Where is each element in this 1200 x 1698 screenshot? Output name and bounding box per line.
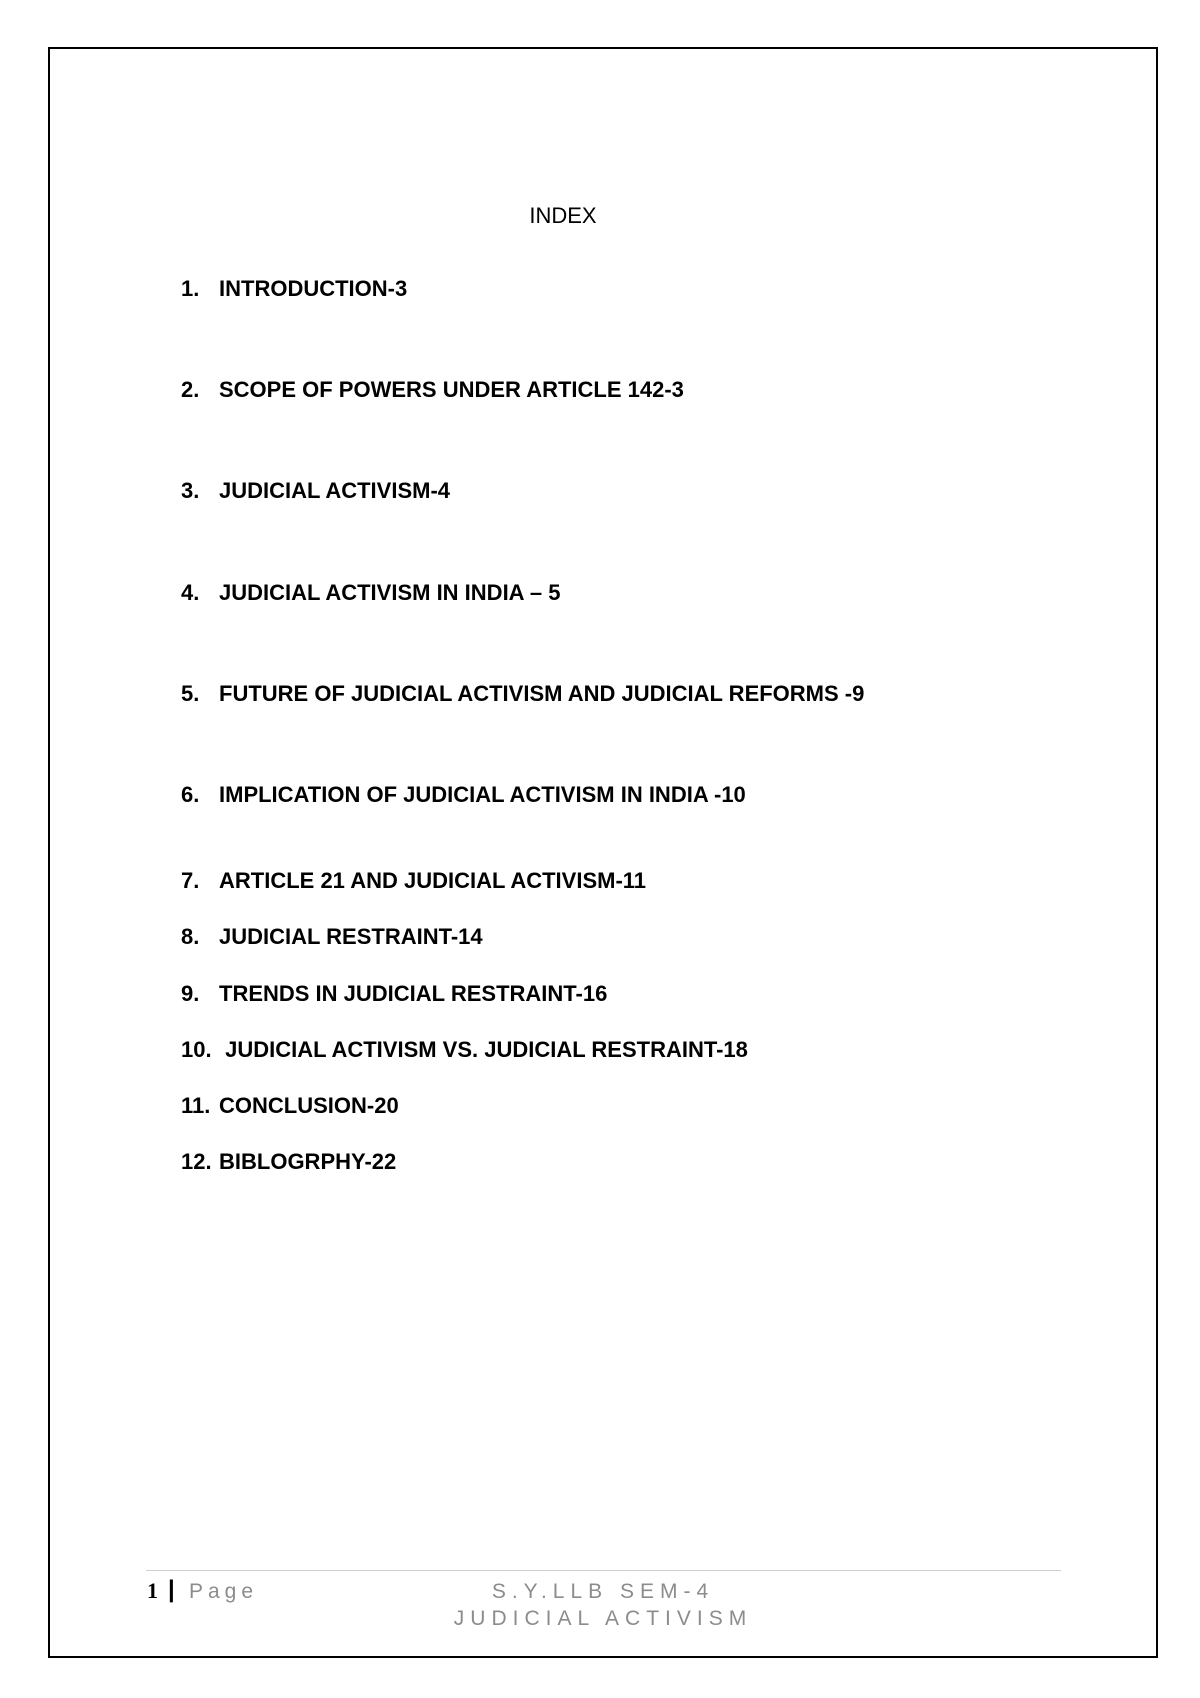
toc-item	[181, 981, 607, 1007]
toc-item-number: 10.	[181, 1037, 212, 1062]
index-title: INDEX	[529, 203, 597, 228]
toc-item-text: IMPLICATION OF JUDICIAL ACTIVISM IN INDIA -10	[219, 782, 746, 807]
footer-page-number: 1	[147, 1578, 158, 1603]
toc-item-number: 11.	[181, 1093, 211, 1118]
toc-item	[181, 1149, 396, 1175]
toc-item-number: 5.	[181, 681, 200, 706]
toc-item-number: 9.	[181, 981, 200, 1006]
footer-divider	[146, 1570, 1061, 1571]
toc-item-number: 2.	[181, 377, 200, 402]
footer-course: S.Y.LLB SEM-4	[491, 1580, 715, 1603]
toc-item-text: FUTURE OF JUDICIAL ACTIVISM AND JUDICIAL REFORMS -9	[219, 681, 865, 706]
toc-item-text: BIBLOGRPHY-22	[219, 1149, 397, 1174]
footer-page-label: Page	[189, 1580, 259, 1603]
toc-item-text: INTRODUCTION-3	[219, 276, 408, 301]
toc-item-text: CONCLUSION-20	[219, 1093, 399, 1118]
toc-item	[181, 868, 646, 894]
toc-item-number: 7.	[181, 868, 200, 893]
toc-item	[181, 478, 450, 504]
toc-item	[181, 1037, 748, 1063]
toc-item	[181, 580, 560, 606]
toc-item	[181, 1093, 399, 1119]
toc-item-number: 3.	[181, 478, 200, 503]
toc-item	[181, 276, 407, 302]
toc-item-text: TRENDS IN JUDICIAL RESTRAINT-16	[219, 981, 608, 1006]
toc-item	[181, 924, 483, 950]
toc-item-text: SCOPE OF POWERS UNDER ARTICLE 142-3	[219, 377, 684, 402]
toc-item	[181, 377, 684, 403]
toc-item-text: JUDICIAL ACTIVISM IN INDIA – 5	[219, 580, 561, 605]
toc-item-text: JUDICIAL ACTIVISM-4	[219, 478, 451, 503]
footer-subject: JUDICIAL ACTIVISM	[453, 1607, 753, 1630]
toc-item-text: ARTICLE 21 AND JUDICIAL ACTIVISM-11	[219, 868, 647, 893]
toc-item-number: 4.	[181, 580, 200, 605]
toc-item-text: JUDICIAL RESTRAINT-14	[219, 924, 483, 949]
toc-item-number: 1.	[181, 276, 200, 301]
toc-item	[181, 782, 746, 808]
footer-separator: |	[168, 1576, 175, 1603]
toc-item-number: 8.	[181, 924, 200, 949]
toc-item-text: JUDICIAL ACTIVISM VS. JUDICIAL RESTRAINT-18	[219, 1037, 748, 1062]
toc-item-number: 12.	[181, 1149, 212, 1174]
toc-item	[181, 681, 864, 707]
toc-item-number: 6.	[181, 782, 200, 807]
